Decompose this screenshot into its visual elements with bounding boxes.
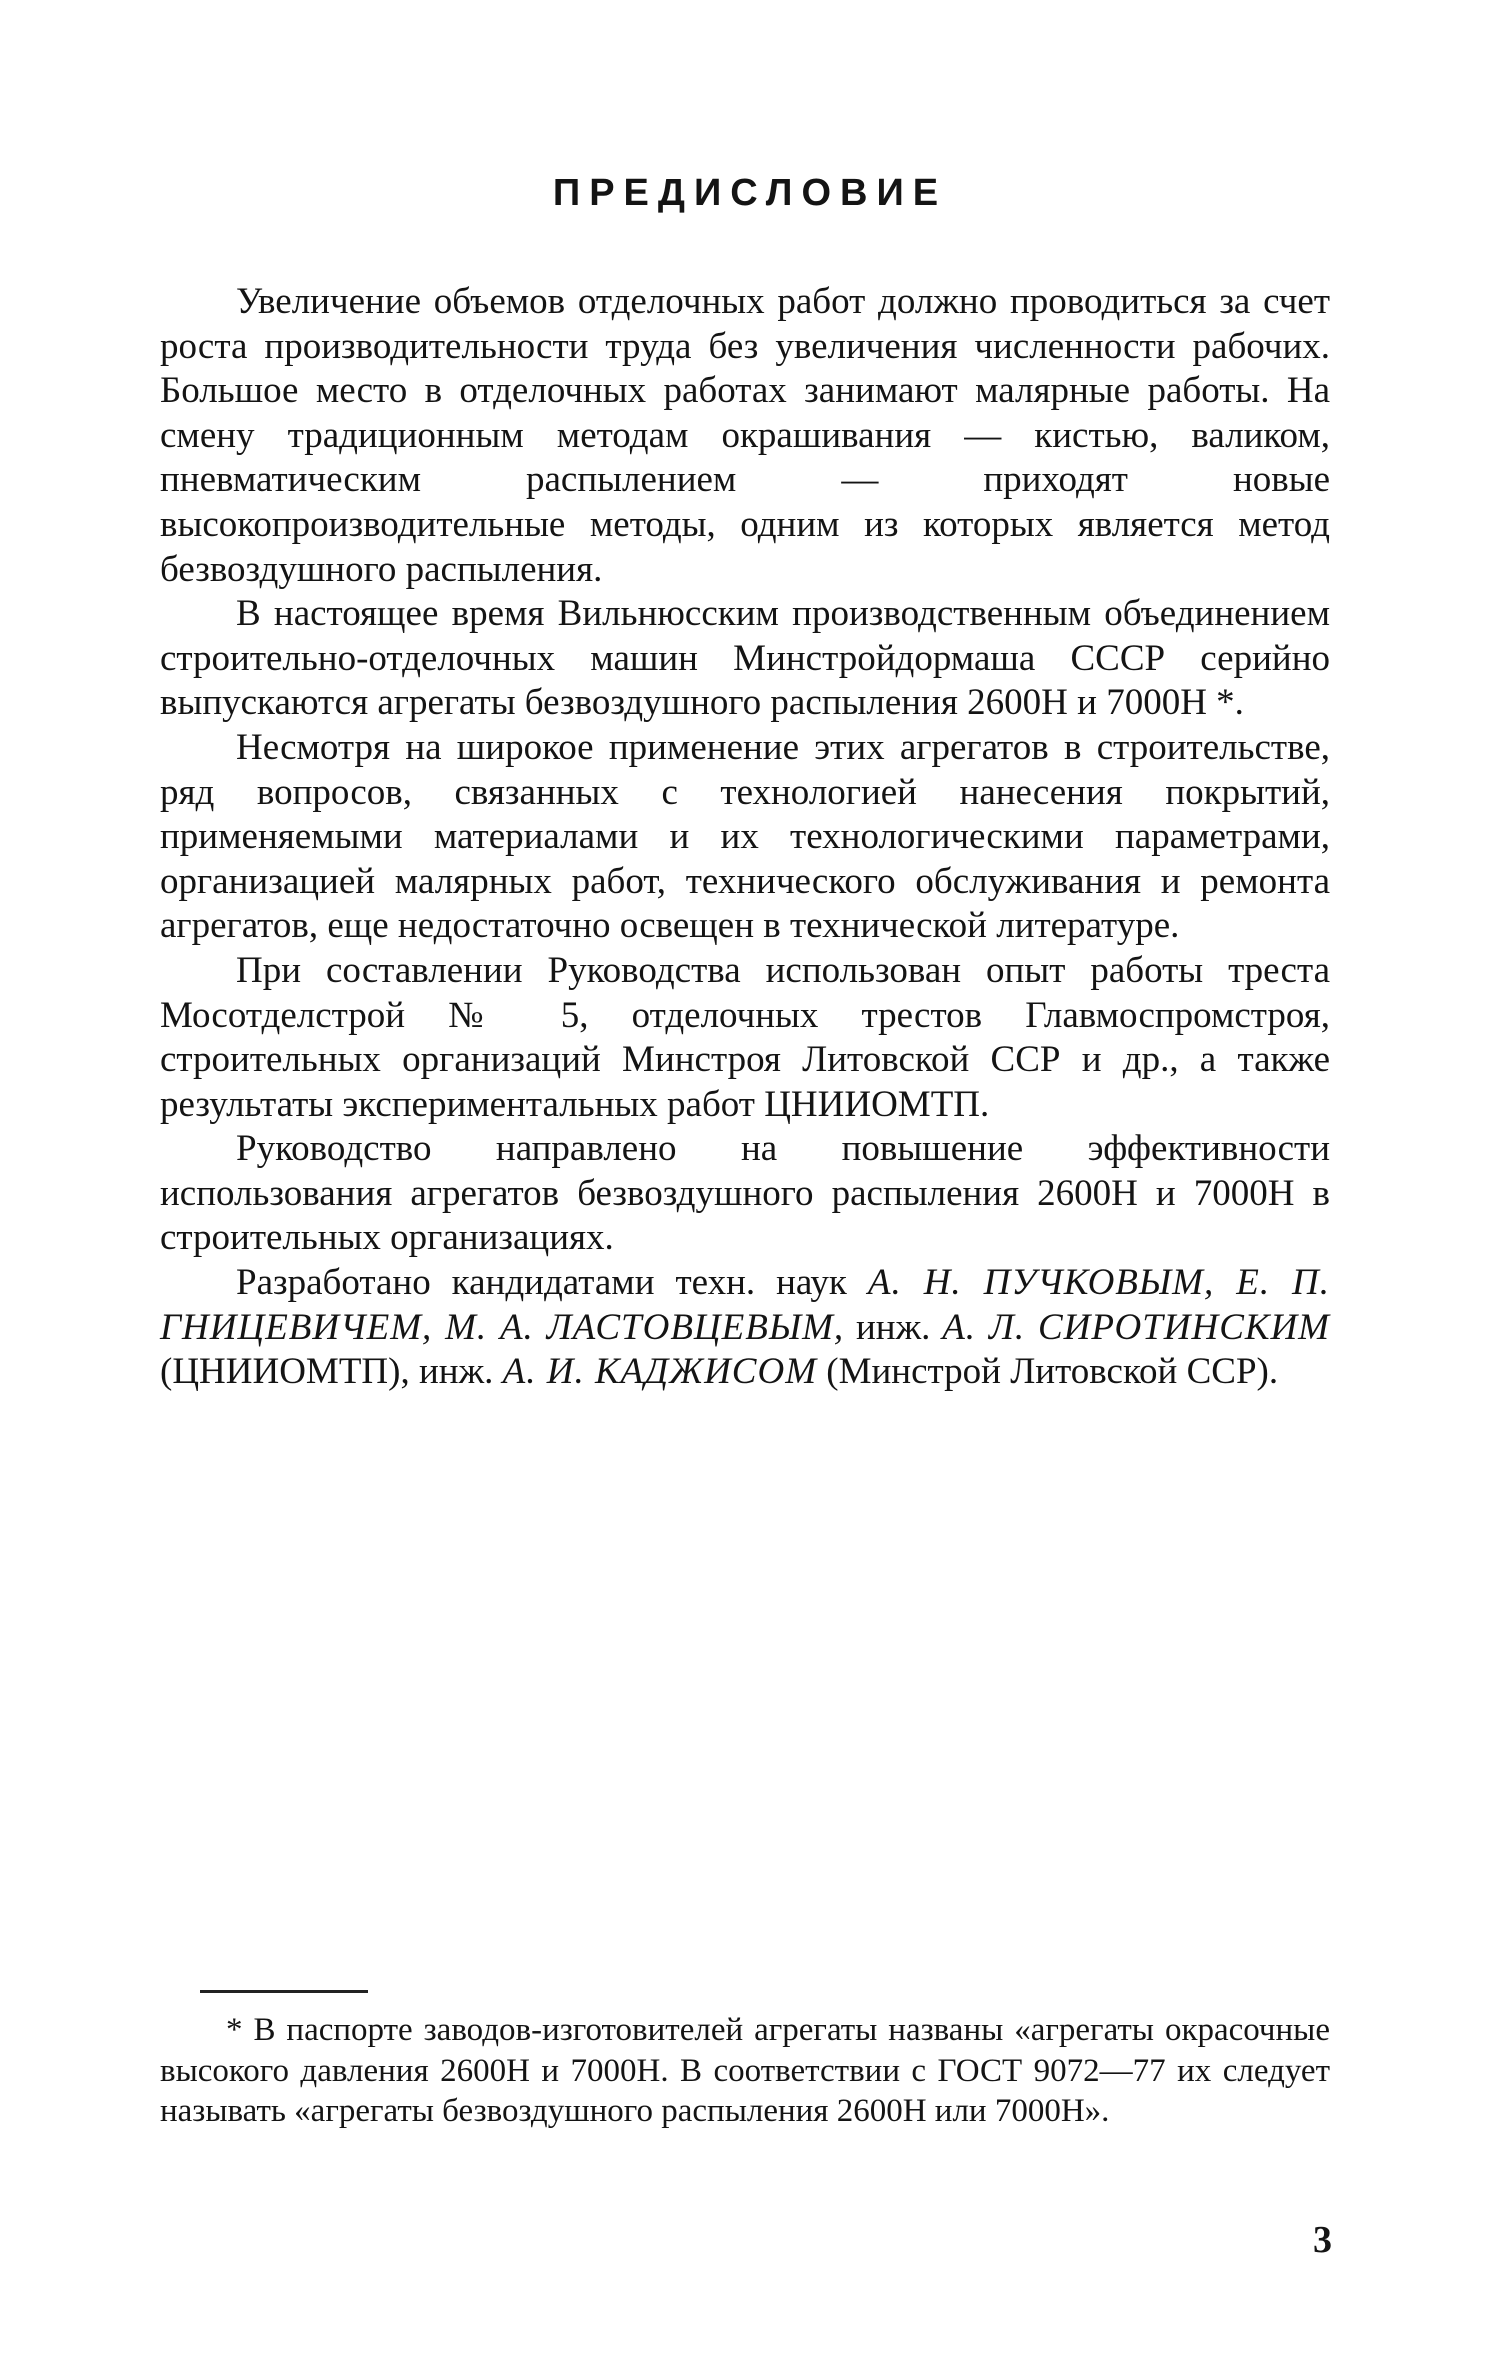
page-title: ПРЕДИСЛОВИЕ xyxy=(552,172,948,214)
paragraph-2: В настоящее время Вильнюсским производственным объединением строительно-отделочных машин Минстройдормаша СССР серийно выпускаются агрегаты безвоздушного распыления 2600Н и 7000Н *. xyxy=(160,593,1330,724)
credits-mid-1: инж. xyxy=(844,1306,943,1348)
credits-mid-2: (ЦНИИОМТП), инж. xyxy=(160,1351,503,1393)
author-name-2: А. Л. СИРОТИНСКИМ xyxy=(942,1306,1330,1348)
body-text xyxy=(160,280,1330,1395)
author-name-3: А. И. КАДЖИСОМ xyxy=(502,1351,818,1393)
paragraph-5: Руководство направлено на повышение эффективности использования агрегатов безвоздушного распыления 2600Н и 7000Н в строительных организациях. xyxy=(160,1128,1330,1259)
credits-lead: Разработано кандидатами техн. наук xyxy=(236,1262,868,1304)
credits-paragraph xyxy=(160,1261,1330,1395)
footnote-divider xyxy=(200,1990,368,1993)
paragraph-4: При составлении Руководства использован опыт работы треста Мосотделстрой № 5, отделочных трестов Главмоспромстроя, строительных организаций Минстроя Литовской ССР и др., а также результаты экспериментальных работ ЦНИИОМТП. xyxy=(160,949,1330,1125)
author-names-1: А. Н. ПУЧКОВЫМ, Е. П. ГНИЦЕВИЧЕМ, М. А. ЛАСТОВЦЕВЫМ, xyxy=(160,1262,1331,1348)
paragraph-1: Увеличение объемов отделочных работ должно проводиться за счет роста производительности труда без увеличения численности рабочих. Большое место в отделочных работах занимают малярные работы. На смену традиционным методам окрашивания — кистью, валиком, пневматическим распылением — приходят новые высокопроизводительные методы, одним из которых является метод безвоздушного распыления. xyxy=(160,281,1330,590)
credits-tail: (Минстрой Литовской ССР). xyxy=(817,1351,1279,1393)
page-number: 3 xyxy=(1313,2219,1332,2261)
footnote: * В паспорте заводов-изготовителей агрегаты названы «агрегаты окрасочные высокого давления 2600Н и 7000Н. В соответствии с ГОСТ 9072—77 их следует называть «агрегаты безвоздушного распыления 2600Н или 7000Н». xyxy=(160,2012,1330,2129)
paragraph-3: Несмотря на широкое применение этих агрегатов в строительстве, ряд вопросов, связанных с технологией нанесения покрытий, применяемыми материалами и их технологическими параметрами, организацией малярных работ, технического обслуживания и ремонта агрегатов, еще недостаточно освещен в технической литературе. xyxy=(160,726,1330,947)
